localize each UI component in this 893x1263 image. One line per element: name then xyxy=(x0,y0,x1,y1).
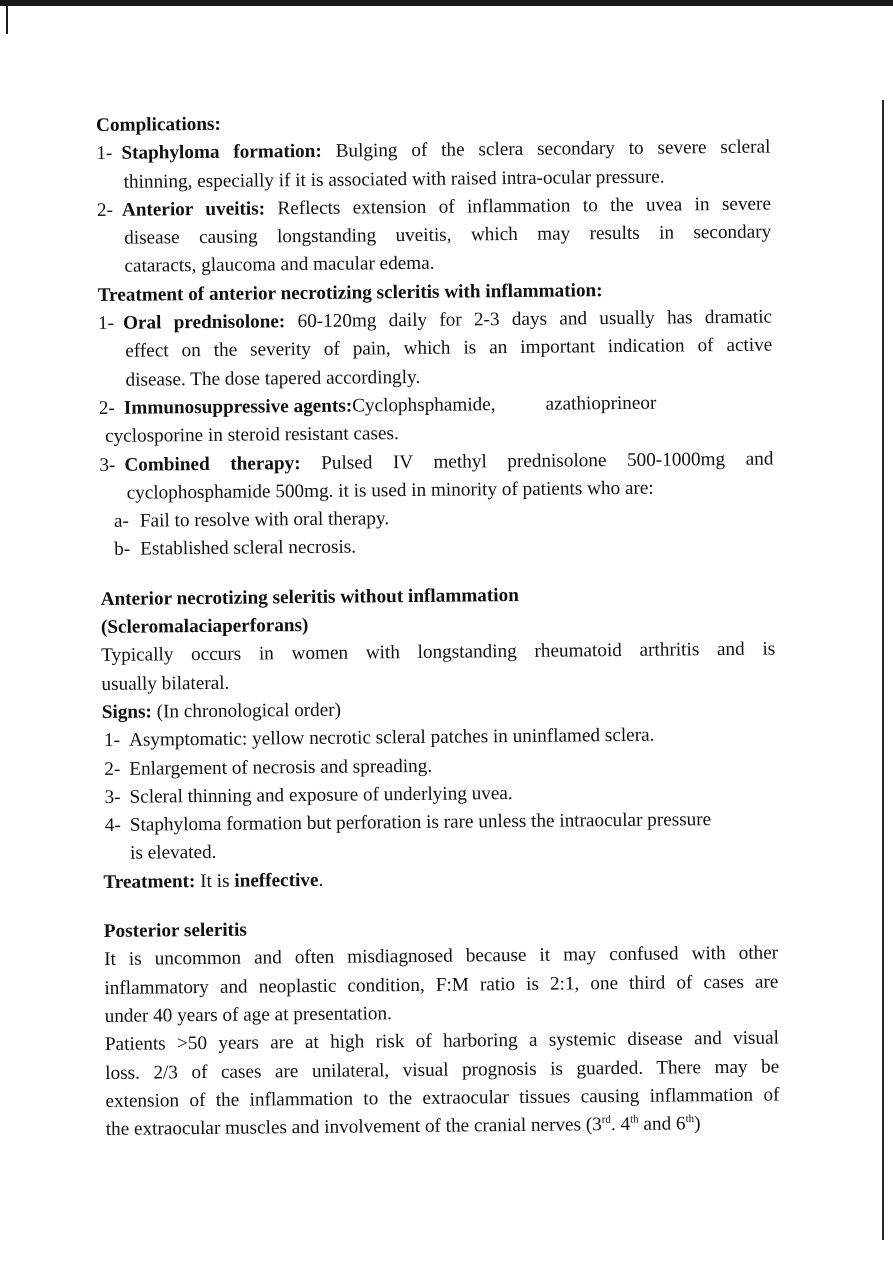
paragraph-line: loss. 2/3 of cases are unilateral, visual prognosis is guarded. There may be xyxy=(105,1055,780,1084)
section-heading: Anterior necrotizing seleritis without inflammation xyxy=(100,584,519,610)
list-item: 1- Asymptomatic: yellow necrotic scleral patches in uninflamed sclera. xyxy=(103,724,655,752)
item-term: Combined therapy: xyxy=(124,452,301,476)
list-item: 2- Enlargement of necrosis and spreading. xyxy=(104,755,433,780)
item-term: Staphyloma formation: xyxy=(121,141,322,165)
list-item: 3- Combined therapy: Pulsed IV methyl prednisolone 500-1000mg and cyclophosphamide 500mg. it is used in minority of patients who are: xyxy=(99,448,774,504)
item-term: Immunosuppressive agents: xyxy=(123,395,353,419)
document-page xyxy=(96,106,780,1145)
list-item: b- Established scleral necrosis. xyxy=(114,536,357,561)
paragraph-line: extension of the inflammation to the extraocular tissues causing inflammation of xyxy=(105,1084,780,1112)
list-item: 2- Anterior uveitis: Reflects extension of inflammation to the uvea in severe disease causing longstanding uveitis, which may results in secondary cataracts, glaucoma and macular edema. xyxy=(96,193,772,278)
treatment-line: Treatment: It is ineffective. xyxy=(103,869,324,893)
scan-top-border xyxy=(0,0,893,6)
list-item: 4- Staphyloma formation but perforation is rare unless the intraocular pressure is elevated. xyxy=(104,809,712,865)
item-term: Anterior uveitis: xyxy=(121,198,266,221)
section-heading: Posterior seleritis xyxy=(103,919,247,942)
list-item: 3- Scleral thinning and exposure of underlying uvea. xyxy=(104,782,513,808)
item-term: Oral prednisolone: xyxy=(122,311,286,334)
complications-heading: Complications: xyxy=(96,113,221,136)
list-item: a- Fail to resolve with oral therapy. xyxy=(113,508,390,533)
scan-corner-mark xyxy=(6,4,46,6)
paragraph-line: Patients >50 years are at high risk of harboring a systemic disease and visual xyxy=(104,1027,780,1056)
scan-right-border xyxy=(882,100,884,1240)
paragraph-line: Typically occurs in women with longstanding rheumatoid arthritis and is xyxy=(101,638,776,667)
paragraph-line: the extraocular muscles and involvement of the cranial nerves (3rd. 4th and 6th) xyxy=(105,1113,701,1141)
list-item: 1- Staphyloma formation: Bulging of the sclera secondary to severe scleral thinning, especially if it is associated with raised intra-ocular pressure. xyxy=(96,136,771,193)
paragraph-line: under 40 years of age at presentation. xyxy=(104,1003,392,1027)
section-subheading: (Scleromalaciaperforans) xyxy=(100,615,309,639)
scan-corner-tick xyxy=(6,0,8,34)
signs-label-line: Signs: (In chronological order) xyxy=(101,699,342,723)
paragraph-line: inflammatory and neoplastic condition, F:M ratio is 2:1, one third of cases are xyxy=(104,971,779,999)
treatment-heading: Treatment of anterior necrotizing scleritis with inflammation: xyxy=(97,279,603,306)
paragraph-line: It is uncommon and often misdiagnosed because it may confused with other xyxy=(104,942,779,971)
list-item: 2- Immunosuppressive agents:Cyclophsphamide, azathioprineor cyclosporine in steroid resistant cases. xyxy=(98,392,657,448)
list-item: 1- Oral prednisolone: 60-120mg daily for 2-3 days and usually has dramatic effect on the severity of pain, which is an important indication of active disease. The dose tapered accordingly. xyxy=(97,306,773,391)
paragraph-line: usually bilateral. xyxy=(101,672,230,695)
